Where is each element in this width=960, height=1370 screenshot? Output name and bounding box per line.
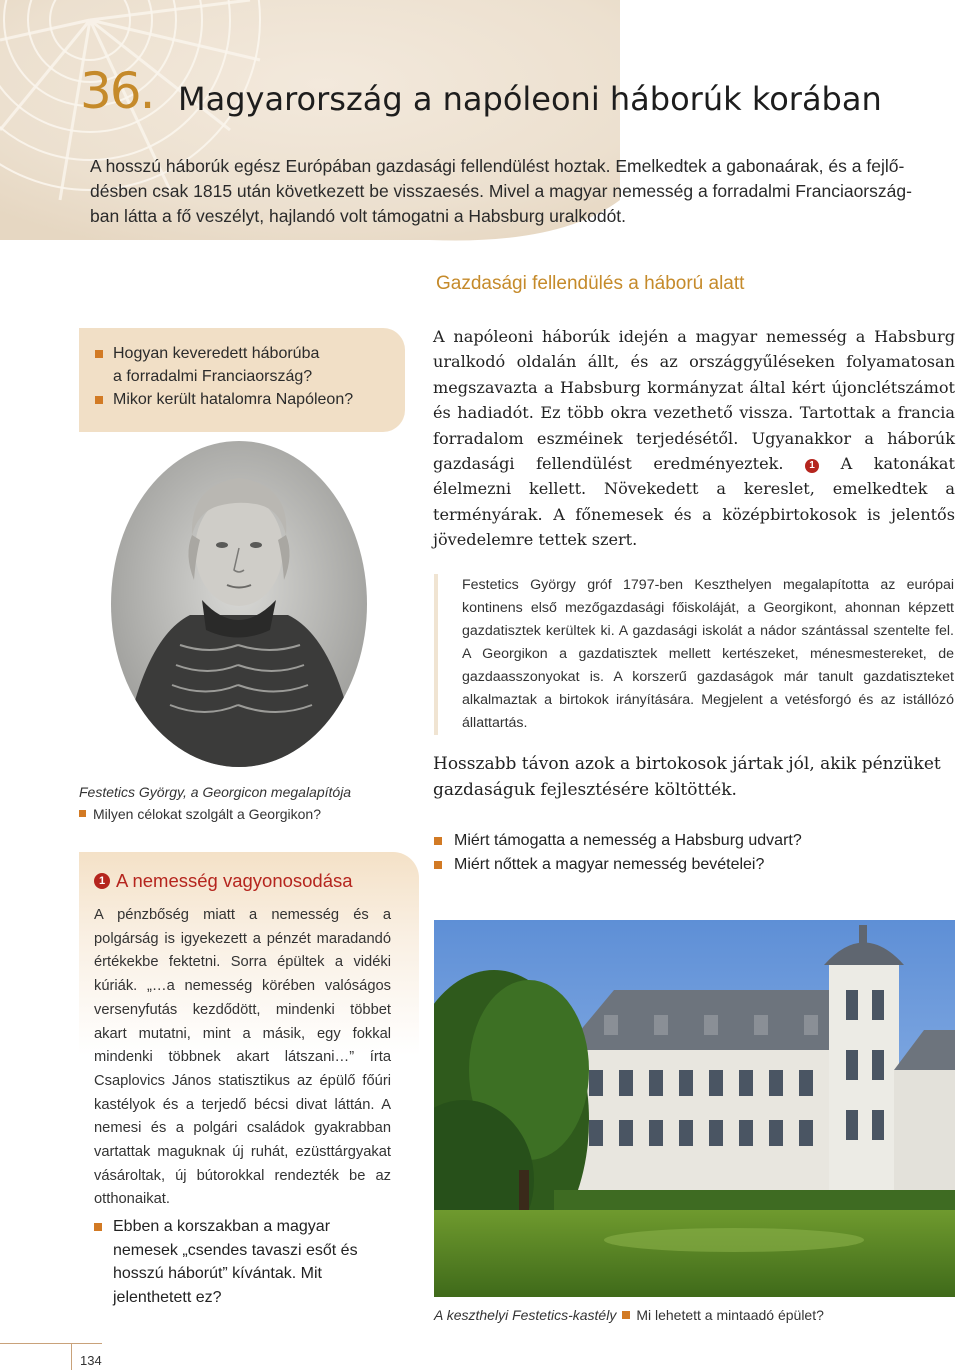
intro-paragraph <box>90 154 952 229</box>
question-item <box>434 829 954 853</box>
intro-line: ban látta a fő veszélyt, hajlandó volt támogatni a Habsburg uralkodót. <box>90 206 627 226</box>
caption-question-text: Mi lehetett a mintaadó épület? <box>636 1307 824 1323</box>
source-heading <box>94 870 353 892</box>
main-text-part: A napóleoni háborúk idején a magyar nemesség a Habsburg uralkodó oldalán állt, és az országgyűléseken folyamatosan megszavazta a Habsburg kormányzat által kért újonclétszámot és hadiadót. Ez több okra vezethető vissza. Tartottak a francia forradalom eszméinek terjedésétől. Ugyanakkor a háborúk gazdasági fellendülést eredményeztek. <box>433 327 955 474</box>
source-reference-marker[interactable]: 1 <box>805 459 819 473</box>
question-text: Miért támogatta a nemesség a Habsburg udvart? <box>454 832 802 849</box>
square-bullet-icon <box>94 1223 102 1231</box>
question-text: Miért nőttek a magyar nemesség bevételei? <box>454 855 765 873</box>
caption-title: A keszthelyi Festetics-kastély <box>434 1307 617 1323</box>
page-title: Magyarország a napóleoni háborúk korában <box>178 80 882 118</box>
intro-line: désben csak 1815 után következett be visszaesés. Mivel a magyar nemesség a forradalmi Franciaország- <box>90 181 912 201</box>
chapter-number: 36. <box>80 62 154 120</box>
square-bullet-icon <box>79 810 86 817</box>
source-question <box>94 1215 394 1309</box>
main-text-part: A katonákat élelmezni kellett. Növekedett a kereslet, emelkedtek a terményárak. A főnemesek és a középbirtokosok is jelentős jövedelemre tettek szert. <box>433 454 955 550</box>
question-box <box>79 328 405 432</box>
square-bullet-icon <box>622 1311 630 1319</box>
question-text: a forradalmi Franciaország? <box>113 368 313 385</box>
question-list <box>434 829 954 876</box>
source-question-text: Ebben a korszakban a magyar nemesek „csendes tavaszi esőt és hosszú háborút” kívántak. Mit jelenthetett ez? <box>113 1218 358 1306</box>
caption-question <box>79 803 419 825</box>
question-item <box>434 853 954 877</box>
intro-line: A hosszú háborúk egész Európában gazdasági fellendülést hoztak. Emelkedtek a gabonaárak, és a fejlő- <box>90 156 905 176</box>
square-bullet-icon <box>95 350 103 358</box>
caption-question-text: Milyen célokat szolgált a Georgikon? <box>93 806 322 822</box>
castle-photo <box>434 920 955 1297</box>
source-heading-text: A nemesség vagyonosodása <box>116 870 353 891</box>
caption-title: Festetics György, a Georgicon megalapítója <box>79 784 352 800</box>
section-heading: Gazdasági fellendülés a háború alatt <box>436 273 745 294</box>
footer-divider <box>71 1343 72 1370</box>
main-paragraph <box>433 324 955 553</box>
question-text: Hogyan keveredett háborúba <box>113 345 320 362</box>
square-bullet-icon <box>95 396 103 404</box>
page-number: 134 <box>80 1353 102 1368</box>
photo-caption <box>434 1307 954 1323</box>
square-bullet-icon <box>434 861 442 869</box>
summary-paragraph: Hosszabb távon azok a birtokosok jártak jól, akik pénzüket gazdaságuk fejlesztésére költötték. <box>433 754 941 800</box>
side-note: Festetics György gróf 1797-ben Keszthelyen megalapította az európai kontinens első mezőgazdasági főiskoláját, a Georgikont, ahonnan képzett gazdatisztek kerültek ki. A gazdasági iskolát a nádor szántással szentelte fel. A Georgikon a gazdatisztek mellett kertészeket, ménesmestereket, de gazdaasszonyokat is. A korszerű gazdaságok már tanult gazdatiszteket alkalmaztak a birtokok irányítására. Megjelent a vetésforgó és az istállózó állattartás. <box>434 574 954 735</box>
question-text: Mikor került hatalomra Napóleon? <box>113 391 354 408</box>
question-item <box>95 388 395 411</box>
source-text: A pénzbőség miatt a nemesség és a polgárság is igyekezett a pénzét maradandó értékekbe fektetni. Sorra épültek a vidéki kúriák. „…a nemesség körében valóságos versenyfutás kezdődött, mindenki többet akart mutatni, mint a másik, egy fokkal mindenki többnek akart látszani…” írta Csaplovics János statisztikus az épülő főúri kastélyok és a terjedő bécsi divat láttán. A nemesi és a polgári családok gyakrabban vartattak maguknak új ruhát, ezüsttárgyakat vásároltak, új bútorokkal rendezték be az otthonaikat. <box>94 907 391 1208</box>
portrait-image <box>110 440 368 768</box>
portrait-caption <box>79 781 419 825</box>
source-number-marker: 1 <box>94 873 110 889</box>
footer-divider <box>0 1343 102 1344</box>
question-item <box>95 342 395 388</box>
square-bullet-icon <box>434 837 442 845</box>
